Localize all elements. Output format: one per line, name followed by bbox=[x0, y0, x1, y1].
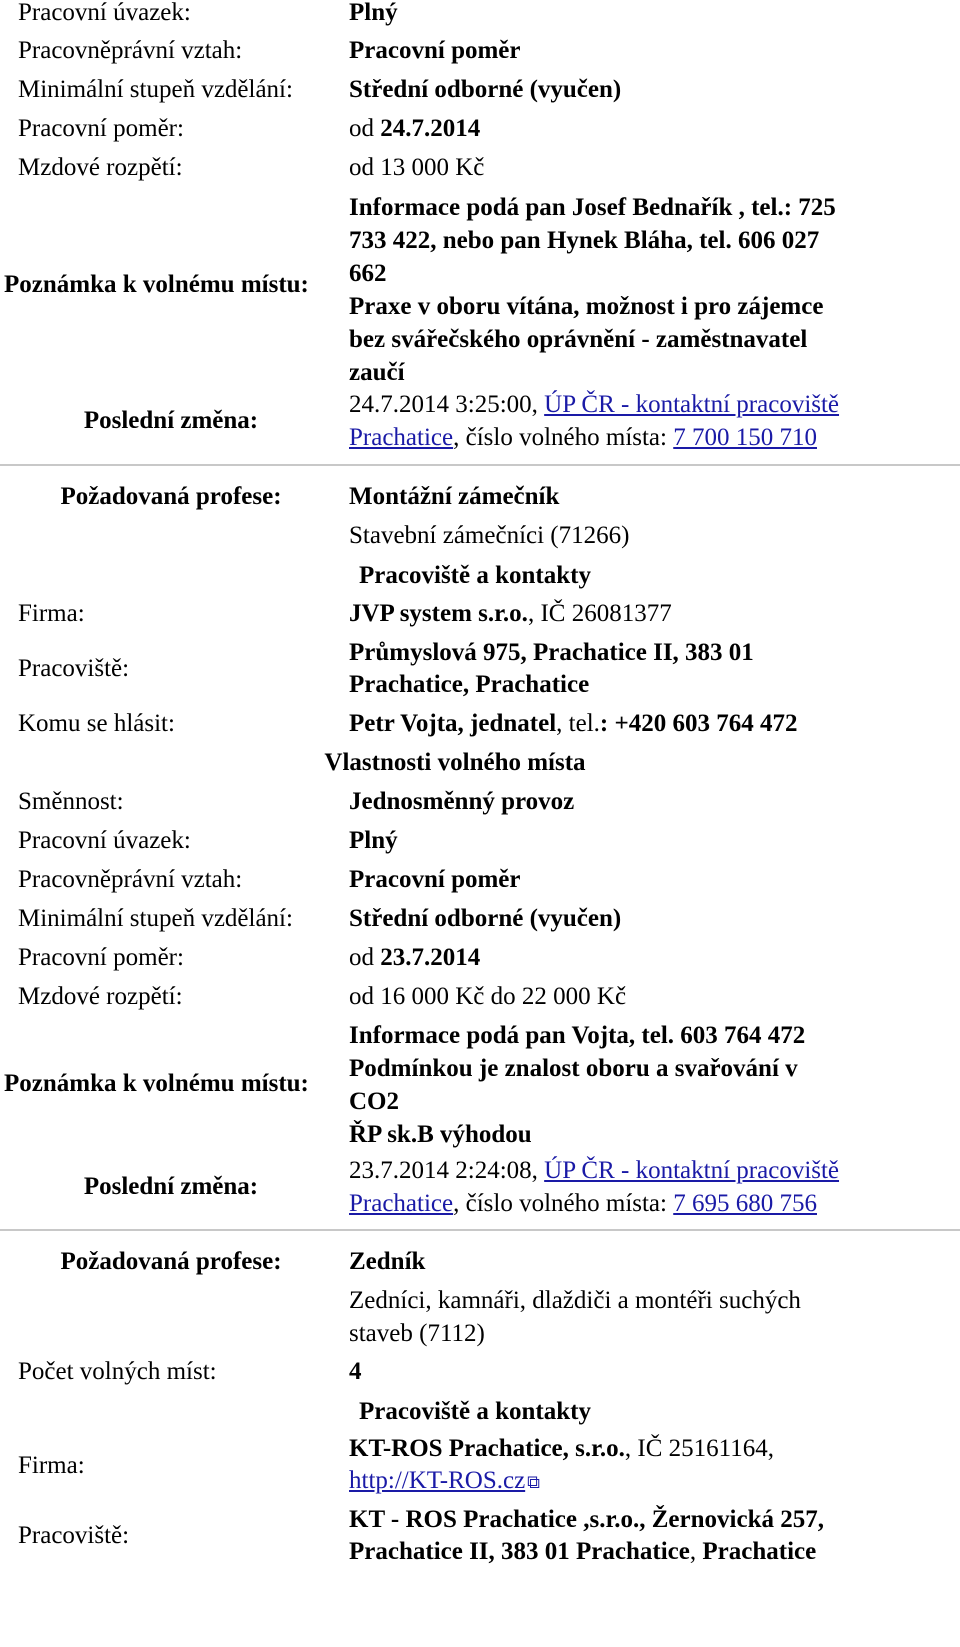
prachatice-link[interactable]: Prachatice bbox=[349, 1190, 454, 1217]
firma-url-link[interactable]: http://KT-ROS.cz bbox=[349, 1467, 526, 1494]
pracoviste-value bbox=[349, 1504, 824, 1568]
label: Pracovní poměr: bbox=[18, 944, 184, 971]
value: Pracovní poměr bbox=[349, 866, 521, 893]
label: Pracoviště: bbox=[18, 1522, 130, 1549]
label: Pracovní poměr: bbox=[18, 115, 184, 142]
upcr-link[interactable]: ÚP ČR - kontaktní pracoviště bbox=[544, 391, 840, 418]
value-date: 23.7.2014 bbox=[380, 944, 481, 971]
poznamka-line: bez svářečského oprávnění - zaměstnavatel bbox=[349, 326, 808, 353]
firma-value bbox=[349, 1433, 774, 1498]
value: Pracovní poměr bbox=[349, 37, 521, 64]
profese-sub: staveb (7112) bbox=[349, 1320, 485, 1347]
pracoviste-sep: , bbox=[689, 1538, 703, 1565]
poznamka-line: 662 bbox=[349, 260, 387, 287]
label: Poslední změna: bbox=[83, 1173, 259, 1200]
label: Pracovněprávní vztah: bbox=[18, 37, 243, 64]
value bbox=[349, 597, 909, 630]
value: 4 bbox=[349, 1358, 362, 1385]
heading-kontakty: Pracoviště a kontakty bbox=[359, 562, 591, 589]
firma-ic: , IČ 26081377 bbox=[527, 600, 672, 627]
value: od 16 000 Kč do 22 000 Kč bbox=[349, 983, 627, 1010]
value: Plný bbox=[349, 827, 398, 854]
prachatice-link[interactable]: Prachatice bbox=[349, 424, 454, 451]
label: Poznámka k volnému místu: bbox=[4, 271, 309, 298]
label: Požadovaná profese: bbox=[60, 483, 282, 510]
label: Poslední změna: bbox=[83, 407, 259, 434]
pracoviste-value bbox=[349, 637, 754, 701]
label: Pracovní úvazek: bbox=[18, 0, 191, 26]
value: Plný bbox=[349, 0, 398, 26]
firma-ic: , IČ 25161164, bbox=[624, 1435, 774, 1462]
value: Jednosměnný provoz bbox=[349, 788, 575, 815]
profese-value bbox=[349, 1245, 801, 1350]
label: Pracoviště: bbox=[18, 655, 130, 682]
komu-phone: : +420 603 764 472 bbox=[599, 710, 798, 737]
upcr-link[interactable]: ÚP ČR - kontaktní pracoviště bbox=[544, 1157, 840, 1184]
profese-sub: Stavební zámečníci (71266) bbox=[349, 522, 630, 549]
poznamka-text bbox=[349, 1019, 805, 1151]
label: Komu se hlásit: bbox=[18, 710, 175, 737]
poznamka-line: ŘP sk.B výhodou bbox=[349, 1121, 532, 1148]
value bbox=[349, 707, 909, 740]
pracoviste-line: KT - ROS Prachatice ,s.r.o., Žernovická 257, bbox=[349, 1506, 824, 1533]
heading-kontakty: Pracoviště a kontakty bbox=[359, 1398, 591, 1425]
poznamka-line: CO2 bbox=[349, 1088, 399, 1115]
label: Požadovaná profese: bbox=[60, 1248, 282, 1275]
pracoviste-line: Prachatice II, 383 01 Prachatice bbox=[349, 1538, 690, 1565]
profese-value bbox=[349, 480, 629, 552]
value-date: 24.7.2014 bbox=[380, 115, 481, 142]
firma-name: KT-ROS Prachatice, s.r.o. bbox=[349, 1435, 625, 1462]
profese-name: Montážní zámečník bbox=[349, 483, 560, 510]
value-prefix: od bbox=[349, 115, 381, 142]
separator bbox=[0, 464, 960, 466]
profese-sub: Zedníci, kamnáři, dlaždiči a montéři suchých bbox=[349, 1287, 801, 1314]
value bbox=[349, 941, 909, 974]
label: Počet volných míst: bbox=[18, 1358, 217, 1385]
poznamka-text bbox=[349, 191, 836, 389]
pracoviste-line: Prachatice, Prachatice bbox=[349, 671, 590, 698]
label: Mzdové rozpětí: bbox=[18, 983, 183, 1010]
zmena-value bbox=[349, 388, 949, 454]
value: Střední odborné (vyučen) bbox=[349, 905, 622, 932]
label: Směnnost: bbox=[18, 788, 124, 815]
poznamka-line: zaučí bbox=[349, 359, 405, 386]
label: Pracovní úvazek: bbox=[18, 827, 191, 854]
zmena-datetime: 24.7.2014 3:25:00, bbox=[349, 391, 545, 418]
pracoviste-city: Prachatice bbox=[702, 1538, 817, 1565]
zmena-datetime: 23.7.2014 2:24:08, bbox=[349, 1157, 545, 1184]
cislo-text: , číslo volného místa: bbox=[453, 1190, 674, 1217]
external-link-icon[interactable]: ⧉ bbox=[527, 1472, 541, 1492]
poznamka-line: Informace podá pan Vojta, tel. 603 764 472 bbox=[349, 1022, 806, 1049]
poznamka-line: Podmínkou je znalost oboru a svařování v bbox=[349, 1055, 798, 1082]
cislo-text: , číslo volného místa: bbox=[453, 424, 674, 451]
value: od 13 000 Kč bbox=[349, 154, 485, 181]
label: Minimální stupeň vzdělání: bbox=[18, 905, 293, 932]
cislo-link[interactable]: 7 700 150 710 bbox=[673, 424, 817, 451]
label: Pracovněprávní vztah: bbox=[18, 866, 243, 893]
profese-name: Zedník bbox=[349, 1248, 426, 1275]
pracoviste-line: Průmyslová 975, Prachatice II, 383 01 bbox=[349, 639, 754, 666]
value-prefix: od bbox=[349, 944, 381, 971]
label: Firma: bbox=[18, 600, 85, 627]
poznamka-line: 733 422, nebo pan Hynek Bláha, tel. 606 027 bbox=[349, 227, 820, 254]
komu-name: Petr Vojta, jednatel bbox=[349, 710, 557, 737]
firma-name: JVP system s.r.o. bbox=[349, 600, 528, 627]
zmena-value bbox=[349, 1154, 949, 1220]
label: Poznámka k volnému místu: bbox=[4, 1070, 309, 1097]
separator bbox=[0, 1229, 960, 1231]
label: Mzdové rozpětí: bbox=[18, 154, 183, 181]
poznamka-line: Praxe v oboru vítána, možnost i pro zájemce bbox=[349, 293, 824, 320]
poznamka-line: Informace podá pan Josef Bednařík , tel.: 725 bbox=[349, 194, 836, 221]
label: Minimální stupeň vzdělání: bbox=[18, 76, 293, 103]
value bbox=[349, 112, 909, 145]
value: Střední odborné (vyučen) bbox=[349, 76, 622, 103]
label: Firma: bbox=[18, 1452, 85, 1479]
heading-vlastnosti: Vlastnosti volného místa bbox=[324, 749, 586, 776]
cislo-link[interactable]: 7 695 680 756 bbox=[673, 1190, 817, 1217]
komu-sep: , tel. bbox=[556, 710, 600, 737]
